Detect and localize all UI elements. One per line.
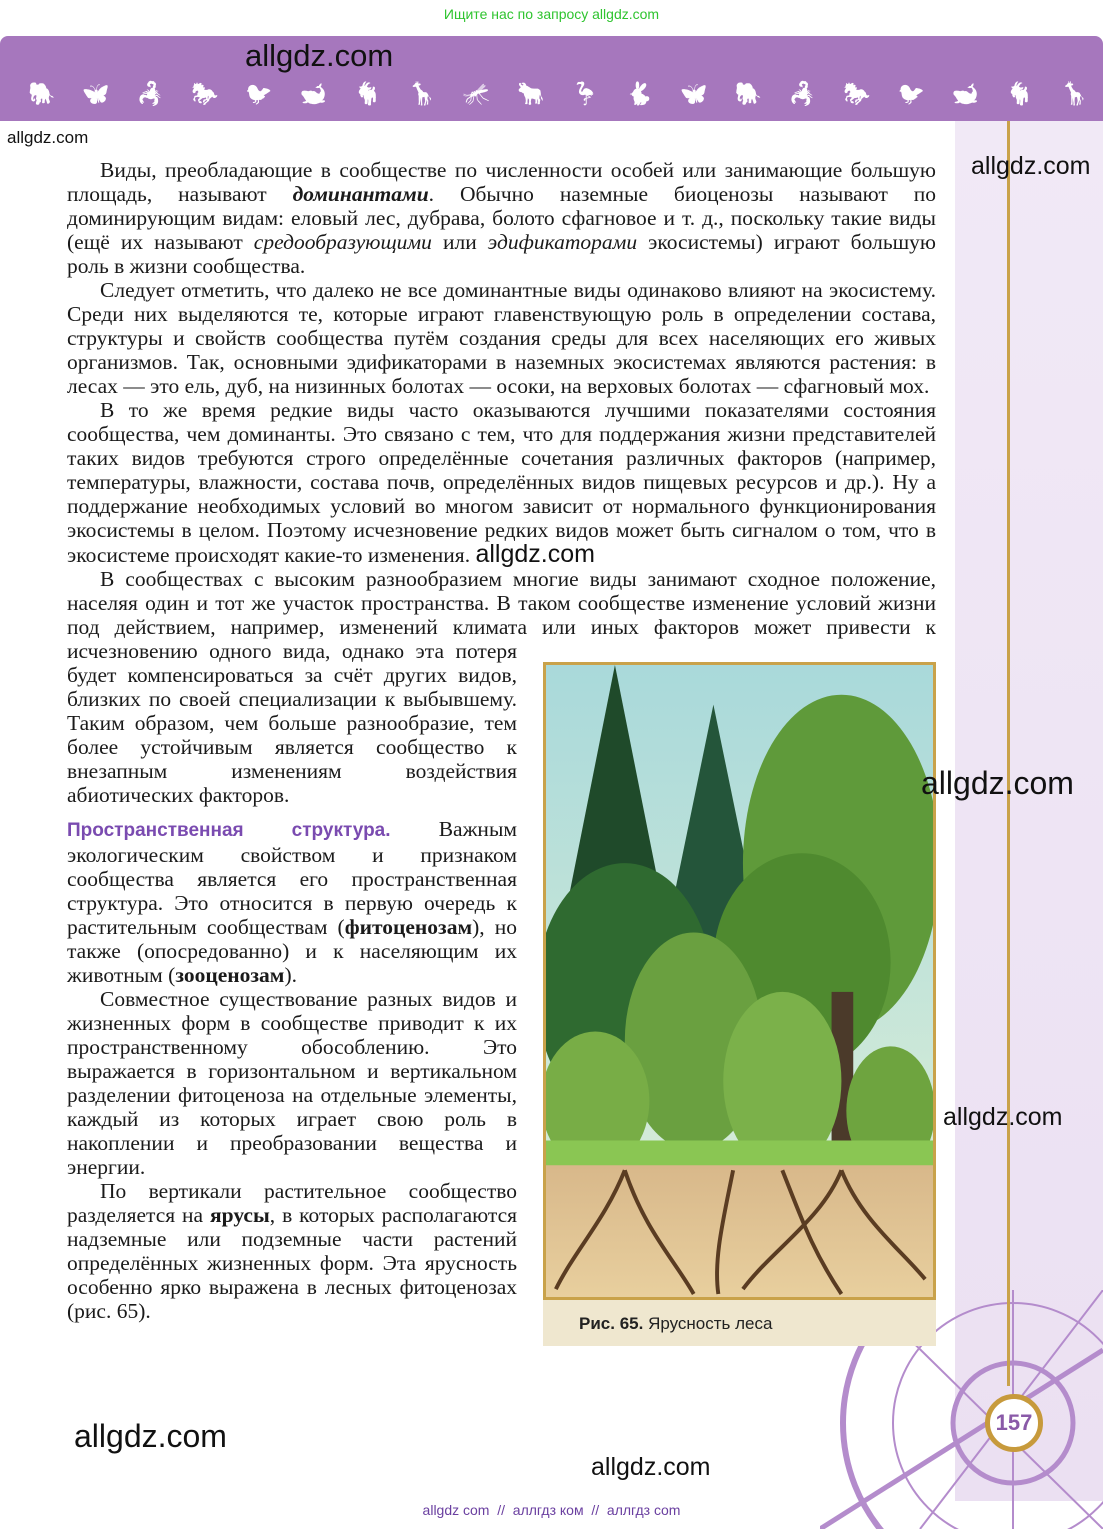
animal-silhouette-icon: 🐐 <box>354 82 382 107</box>
watermark: allgdz.com <box>591 1453 711 1481</box>
animal-silhouette-icon: 🦒 <box>1060 82 1088 107</box>
forest-layers-illustration <box>543 662 936 1300</box>
margin-line <box>1007 121 1010 1386</box>
paragraph: Совместное существование разных видов и жизненных форм в сообществе приводит к их пространственному обособлению. Это выражается в горизонтальном и вертикальном разделении фитоценоза на отдельные элементы, каждый из которых играет свою роль в накоплении и преобразовании вещества и энергии. <box>67 987 517 1179</box>
footer-links[interactable]: allgdz com // аллгдз ком // аллгдз com <box>422 1502 681 1518</box>
watermark: allgdz.com <box>943 1103 1063 1131</box>
animal-silhouette-icon: 🐋 <box>951 82 980 107</box>
animal-silhouette-icon: 🦋 <box>680 82 708 107</box>
paragraph: По вертикали растительное сообщество разделяется на ярусы, в которых располагаются надземные или подземные части растений определённых жизненных форм. Эта ярусность особенно ярко выражена в лесных фитоценозах (рис. 65). <box>67 1179 517 1323</box>
animal-silhouette-icon: 🐦 <box>245 82 273 107</box>
paragraph: Следует отметить, что далеко не все доминантные виды одинаково влияют на экосистему. Среди них выделяются те, которые играют главенствующую роль в определении состава, структуры и свойств сообщества путём создания среды для всех населяющих его живых организмов. Так, основными эдификаторами в наземных экосистемах являются растения: в лесах — это ель, дуб, на низинных болотах — осоки, на верховых болотах — сфагновый мох. <box>67 278 936 398</box>
animal-silhouette-icon: 🐘 <box>734 82 762 107</box>
watermark: allgdz.com <box>74 1418 227 1454</box>
animal-silhouettes-row <box>28 82 1088 108</box>
animal-silhouette-icon: 🐎 <box>191 82 219 107</box>
animal-silhouette-icon: 🐘 <box>28 82 56 107</box>
animal-silhouette-icon: 🦩 <box>571 82 599 107</box>
paragraph: В то же время редкие виды часто оказываются лучшими показателями состояния сообщества, чем доминанты. Это связано с тем, что для поддержания жизни представителей таких видов требуются строго определённые сочетания различных факторов (например, температуры, влажности, состава почв, определённых видов пищевых ресурсов и др.). Ну а поддержание необходимых условий во многом зависит от нормального функционирования экосистемы в целом. Поэтому исчезновение редких видов может быть сигналом о том, что в экосистеме происходят какие-то изменения. allgdz.com <box>67 398 936 568</box>
figure-caption: Рис. 65. Ярусность леса <box>543 1300 936 1346</box>
animal-silhouette-icon: 🐂 <box>517 82 545 107</box>
animal-silhouette-icon: 🦂 <box>788 82 817 107</box>
section-heading: Пространственная структура. <box>67 820 391 841</box>
page-number: 157 <box>985 1394 1043 1452</box>
header-banner <box>0 36 1103 121</box>
animal-silhouette-icon: 🐦 <box>897 82 925 107</box>
animal-silhouette-icon: 🐎 <box>843 82 871 107</box>
paragraph: Пространственная структура. Важным экологическим свойством и признаком сообщества является его пространственная структура. Это относится в первую очередь к растительным сообществам (фитоценозам), но также (опосредованно) и к населяющим их животным (зооценозам). <box>67 817 517 987</box>
paragraph: Виды, преобладающие в сообществе по численности особей или занимающие большую площадь, называют доминантами. Обычно наземные биоценозы называют по доминирующим видам: еловый лес, дубрава, болото сфагновое и т. д., поскольку такие виды (ещё их называют средообразующими или эдификаторами экосистемы) играют большую роль в жизни сообщества. <box>67 158 936 278</box>
watermark: allgdz.com <box>971 152 1091 180</box>
watermark: allgdz.com <box>475 540 595 568</box>
animal-silhouette-icon: 🐐 <box>1006 82 1034 107</box>
watermark: allgdz.com <box>921 765 1074 801</box>
animal-silhouette-icon: 🦒 <box>408 82 436 107</box>
animal-silhouette-icon: 🦂 <box>136 82 165 107</box>
animal-silhouette-icon: 🐋 <box>299 82 328 107</box>
paragraph: В сообществах с высоким разнообразием многие виды занимают сходное положение, населяя один и тот же участок пространства. В таком сообществе изменение условий жизни под действием, например, изменений климата или иных факторов может привести к исчезновению одного вида, однако эта потеря будет компенсироваться за счёт других видов, близких по своей специализации к выбывшему. Таким образом, чем больше разнообразие, тем более устойчивым является сообщество к внезапным изменениям воздействия абиотических факторов. <box>67 567 936 807</box>
watermark: allgdz.com <box>7 128 89 147</box>
top-note: Ищите нас по запросу allgdz.com <box>443 6 660 22</box>
animal-silhouette-icon: 🦋 <box>82 82 110 107</box>
animal-silhouette-icon: 🦟 <box>462 82 491 107</box>
figure-65 <box>543 662 936 1346</box>
animal-silhouette-icon: 🐇 <box>625 82 654 107</box>
watermark: allgdz.com <box>245 38 394 73</box>
body-text <box>67 158 936 1346</box>
